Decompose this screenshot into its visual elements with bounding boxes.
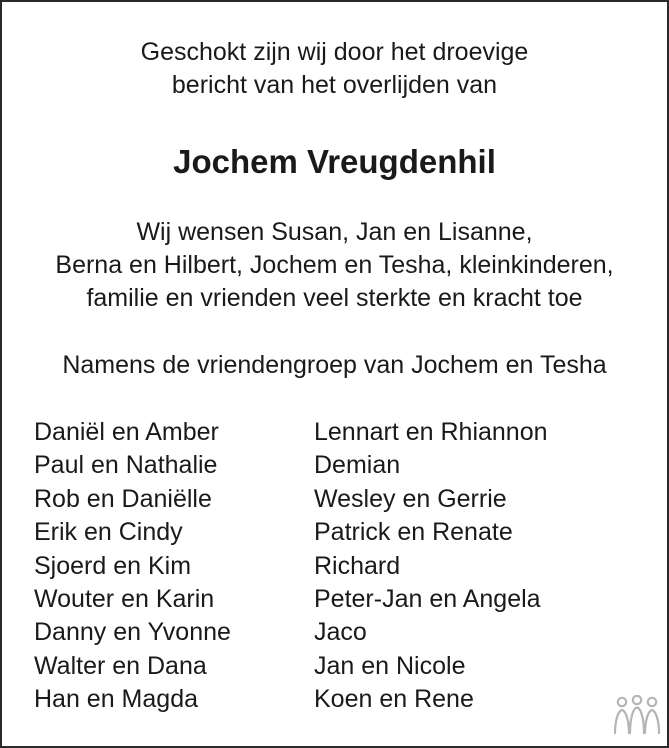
- names-column-left: [34, 416, 231, 717]
- signer-name: Walter en Dana: [34, 651, 207, 680]
- intro-line-2: bericht van het overlijden van: [171, 71, 498, 99]
- signer-name: Sjoerd en Kim: [34, 551, 192, 580]
- signer-name: Han en Magda: [34, 685, 199, 714]
- signer-name: Jaco: [314, 618, 367, 647]
- signature-line: [2, 349, 667, 382]
- signer-name: Danny en Yvonne: [34, 618, 231, 647]
- people-group-icon: [612, 695, 662, 735]
- names-column-right: [314, 416, 548, 717]
- wishes-line-1: Wij wensen Susan, Jan en Lisanne,: [136, 218, 533, 246]
- deceased-name: Jochem Vreugdenhil: [173, 143, 496, 180]
- signer-name: Paul en Nathalie: [34, 451, 218, 480]
- signer-name: Wesley en Gerrie: [314, 484, 507, 513]
- signer-name: Koen en Rene: [314, 685, 474, 714]
- wishes-line-3: familie en vrienden veel sterkte en kracht toe: [86, 284, 583, 312]
- signer-name: Patrick en Renate: [314, 518, 513, 547]
- signer-name: Lennart en Rhiannon: [314, 418, 548, 446]
- signer-name: Peter-Jan en Angela: [314, 585, 541, 614]
- signer-name: Demian: [314, 451, 401, 480]
- signer-name: Daniël en Amber: [34, 418, 219, 446]
- signer-name: Jan en Nicole: [314, 651, 466, 680]
- condolence-wishes: [2, 216, 667, 315]
- signer-name: Rob en Daniëlle: [34, 484, 212, 513]
- signer-name: Richard: [314, 551, 401, 580]
- signature-text: Namens de vriendengroep van Jochem en Tesha: [62, 351, 607, 379]
- intro-text: [2, 36, 667, 102]
- signer-name: Erik en Cindy: [34, 518, 183, 547]
- wishes-line-2: Berna en Hilbert, Jochem en Tesha, kleinkinderen,: [55, 251, 614, 279]
- intro-line-1: Geschokt zijn wij door het droevige: [140, 38, 529, 66]
- signer-name: Wouter en Karin: [34, 585, 215, 614]
